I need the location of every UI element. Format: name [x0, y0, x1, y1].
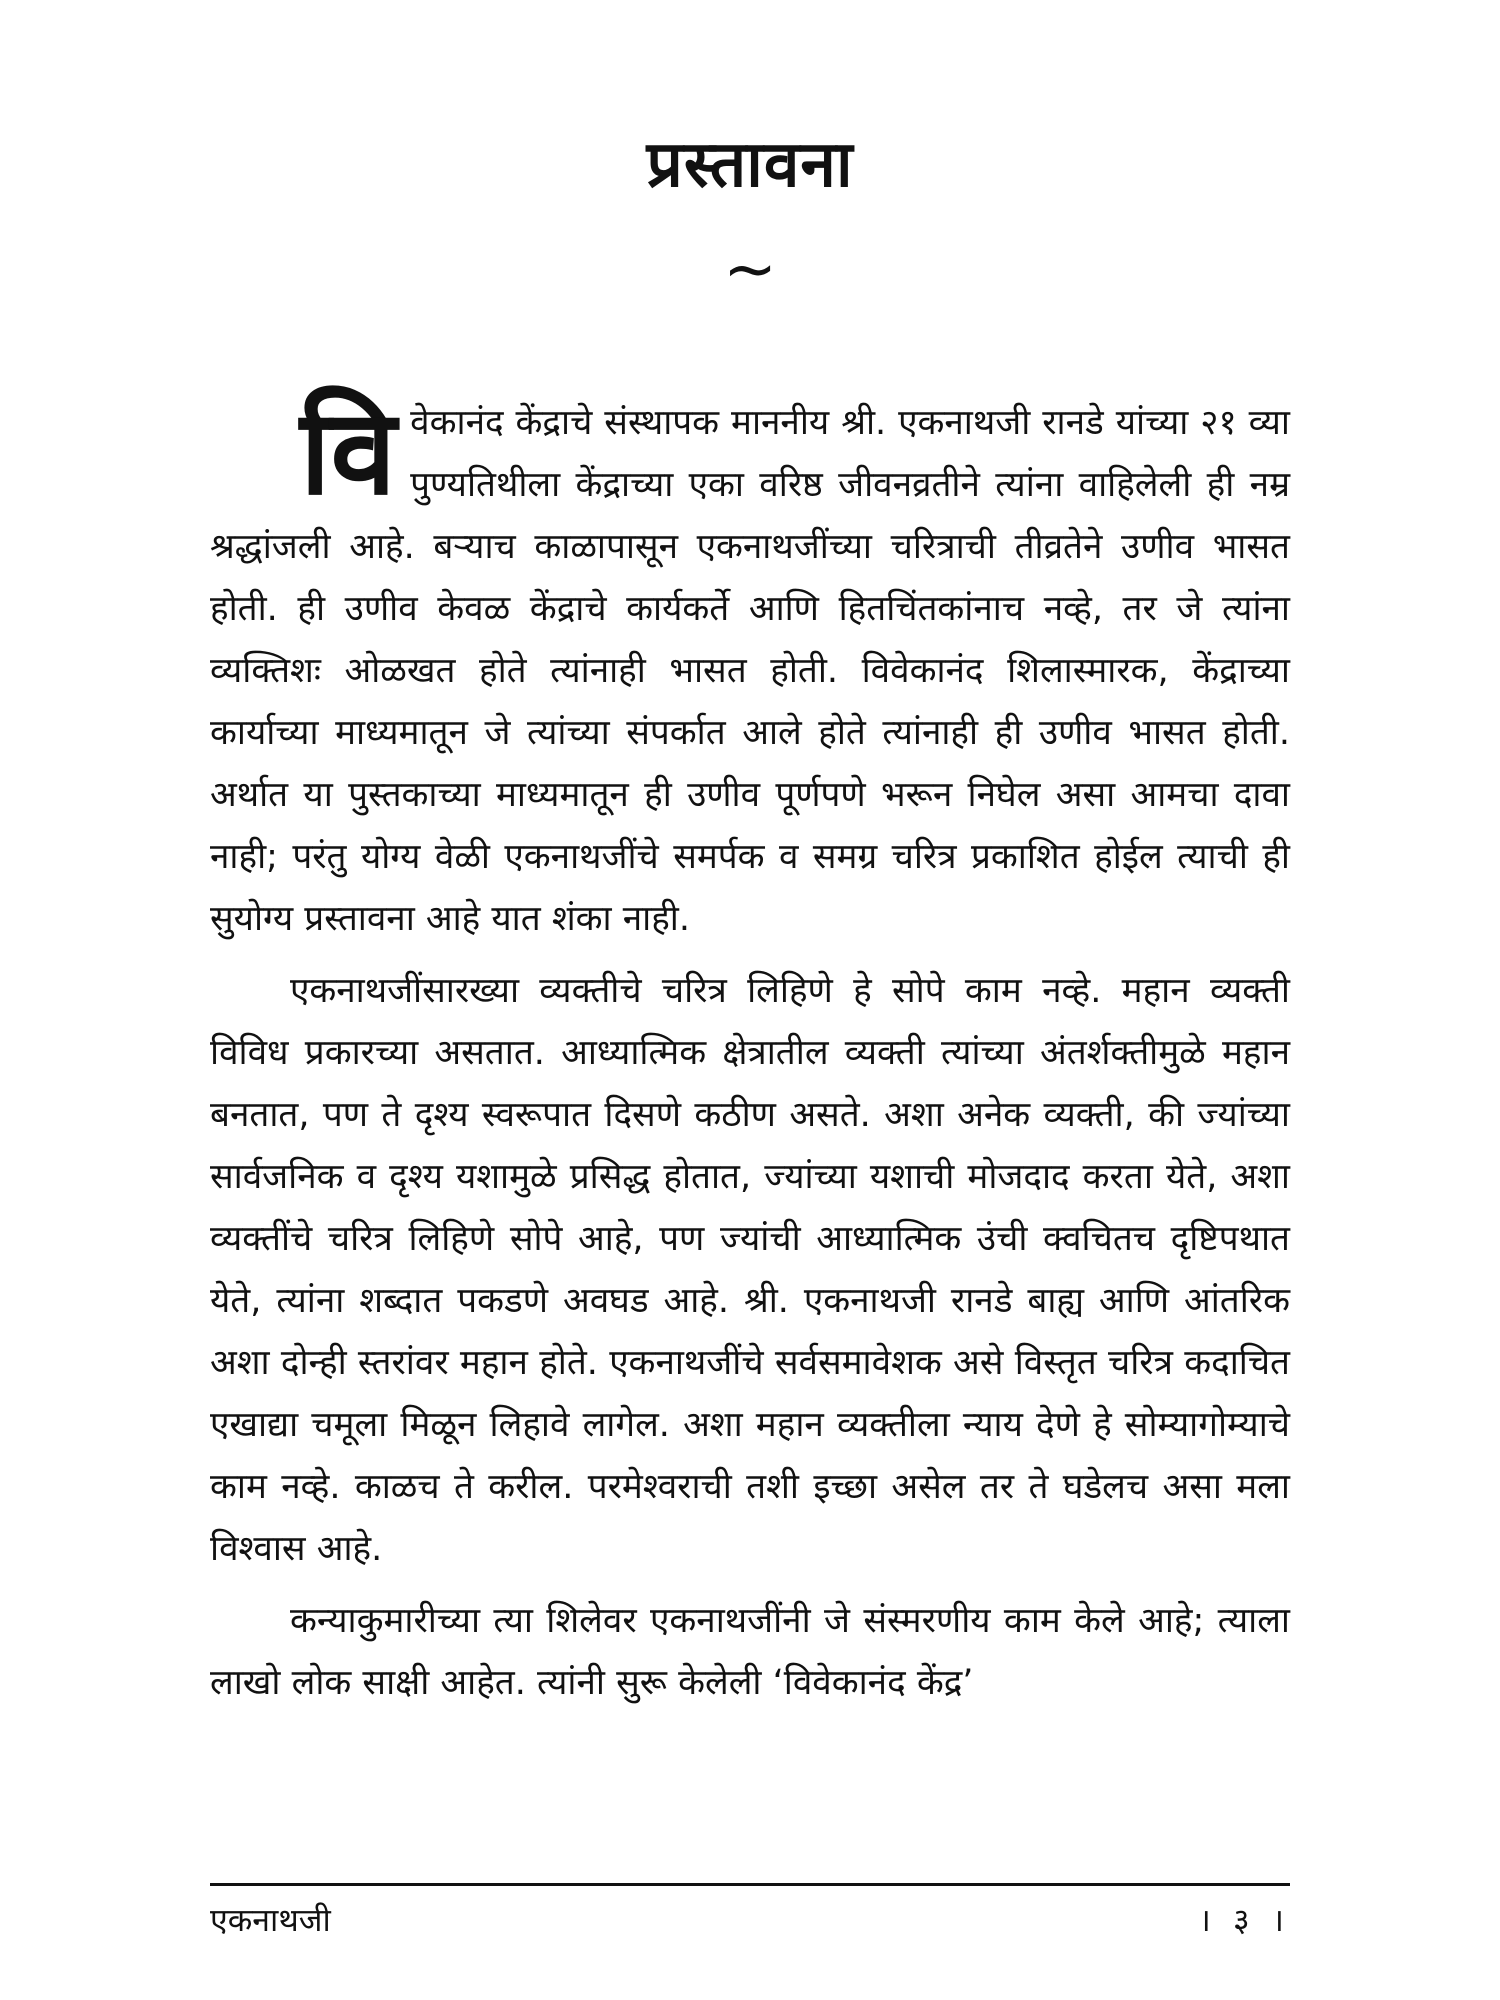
paragraph-3: कन्याकुमारीच्या त्या शिलेवर एकनाथजींनी जे संस्मरणीय काम केले आहे; त्याला लाखो लोक साक्षी आहेत. त्यांनी सुरू केलेली ‘विवेकानंद केंद्र’ [210, 1601, 1290, 1703]
paragraph-1-text: वेकानंद केंद्राचे संस्थापक माननीय श्री. एकनाथजी रानडे यांच्या २१ व्या पुण्यतिथीला केंद्राच्या एका वरिष्ठ जीवनव्रतीने त्यांना वाहिलेली ही नम्र श्रद्धांजली आहे. बऱ्याच काळापासून एकनाथजींच्या चरित्राची तीव्रतेने उणीव भासत होती. ही उणीव केवळ केंद्राचे कार्यकर्ते आणि हितचिंतकांनाच नव्हे, तर जे त्यांना व्यक्तिशः ओळखत होते त्यांनाही भासत होती. विवेकानंद शिलास्मारक, केंद्राच्या कार्याच्या माध्यमातून जे त्यांच्या संपर्कात आले होते त्यांनाही ही उणीव भासत होती. अर्थात या पुस्तकाच्या माध्यमातून ही उणीव पूर्णपणे भरून निघेल असा आमचा दावा नाही; परंतु योग्य वेळी एकनाथजींचे समर्पक व समग्र चरित्र प्रकाशित होईल त्याची ही सुयोग्य प्रस्तावना आहे यात शंका नाही. [210, 403, 1290, 939]
tilde-ornament: ~ [723, 233, 777, 307]
paragraph-2: एकनाथजींसारख्या व्यक्तीचे चरित्र लिहिणे हे सोपे काम नव्हे. महान व्यक्ती विविध प्रकारच्या असतात. आध्यात्मिक क्षेत्रातील व्यक्ती त्यांच्या अंतर्शक्तीमुळे महान बनतात, पण ते दृश्य स्वरूपात दिसणे कठीण असते. अशा अनेक व्यक्ती, की ज्यांच्या सार्वजनिक व दृश्य यशामुळे प्रसिद्ध होतात, ज्यांच्या यशाची मोजदाद करता येते, अशा व्यक्तींचे चरित्र लिहिणे सोपे आहे, पण ज्यांची आध्यात्मिक उंची क्वचितच दृष्टिपथात येते, त्यांना शब्दात पकडणे अवघड आहे. श्री. एकनाथजी रानडे बाह्य आणि आंतरिक अशा दोन्ही स्तरांवर महान होते. एकनाथजींचे सर्वसमावेशक असे विस्तृत चरित्र कदाचित एखाद्या चमूला मिळून लिहावे लागेल. अशा महान व्यक्तीला न्याय देणे हे सोम्यागोम्याचे काम नव्हे. काळच ते करील. परमेश्वराची तशी इच्छा असेल तर ते घडेलच असा मला विश्वास आहे. [210, 971, 1290, 1569]
body-text [210, 383, 1290, 1714]
paragraph-1 [210, 383, 1290, 950]
page-number: । ३ । [1198, 1901, 1290, 1939]
footer-book-title: एकनाथजी [210, 1901, 331, 1939]
footer-divider [210, 1883, 1290, 1886]
drop-cap: वि [300, 383, 397, 521]
page-title: प्रस्तावना [646, 128, 854, 202]
